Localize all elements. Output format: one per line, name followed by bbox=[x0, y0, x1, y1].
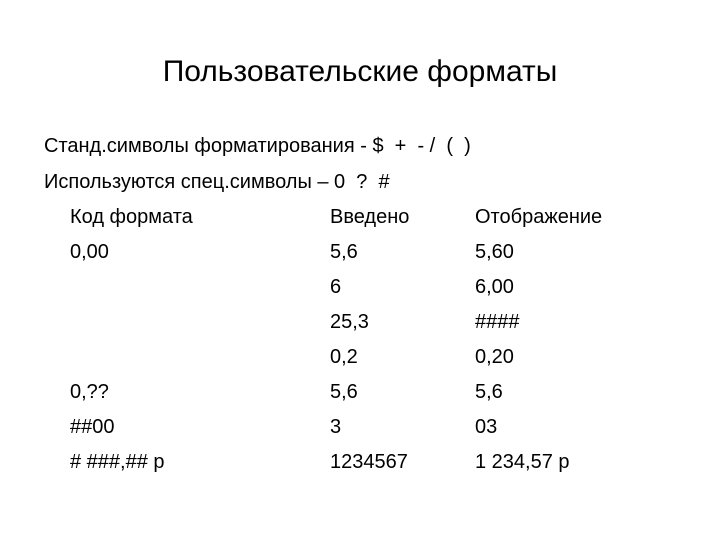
format-examples-table bbox=[70, 200, 655, 480]
cell-format-code bbox=[70, 340, 330, 375]
cell-format-code: # ###,## р bbox=[70, 451, 165, 473]
header-displayed: Отображение bbox=[475, 206, 603, 228]
standard-symbols-line: Станд.символы форматирования - $ + - / ( ) bbox=[44, 135, 471, 157]
cell-format-code: 0,?? bbox=[70, 381, 109, 403]
table-row bbox=[70, 305, 655, 340]
cell-displayed: 6,00 bbox=[475, 276, 514, 298]
header-entered: Введено bbox=[330, 206, 410, 228]
cell-entered: 5,6 bbox=[330, 241, 358, 263]
cell-displayed: 1 234,57 р bbox=[475, 451, 570, 473]
cell-format-code: 0,00 bbox=[70, 241, 109, 263]
cell-entered: 0,2 bbox=[330, 346, 358, 368]
cell-format-code bbox=[70, 270, 330, 305]
header-format-code: Код формата bbox=[70, 206, 193, 228]
cell-displayed: 03 bbox=[475, 416, 498, 438]
table-row bbox=[70, 340, 655, 375]
table-row bbox=[70, 445, 655, 480]
table-row bbox=[70, 235, 655, 270]
table-row bbox=[70, 270, 655, 305]
cell-displayed: 0,20 bbox=[475, 346, 514, 368]
cell-entered: 25,3 bbox=[330, 311, 369, 333]
cell-entered: 3 bbox=[330, 416, 342, 438]
table-row bbox=[70, 410, 655, 445]
cell-displayed: #### bbox=[475, 311, 520, 333]
table-header-row bbox=[70, 200, 655, 235]
cell-displayed: 5,60 bbox=[475, 241, 514, 263]
cell-entered: 5,6 bbox=[330, 381, 358, 403]
cell-format-code: ##00 bbox=[70, 416, 115, 438]
cell-displayed: 5,6 bbox=[475, 381, 503, 403]
special-symbols-line: Используются спец.символы – 0 ? # bbox=[44, 171, 390, 193]
table-row bbox=[70, 375, 655, 410]
slide-title: Пользовательские форматы bbox=[162, 55, 558, 88]
cell-entered: 1234567 bbox=[330, 451, 408, 473]
cell-format-code bbox=[70, 305, 330, 340]
cell-entered: 6 bbox=[330, 276, 342, 298]
